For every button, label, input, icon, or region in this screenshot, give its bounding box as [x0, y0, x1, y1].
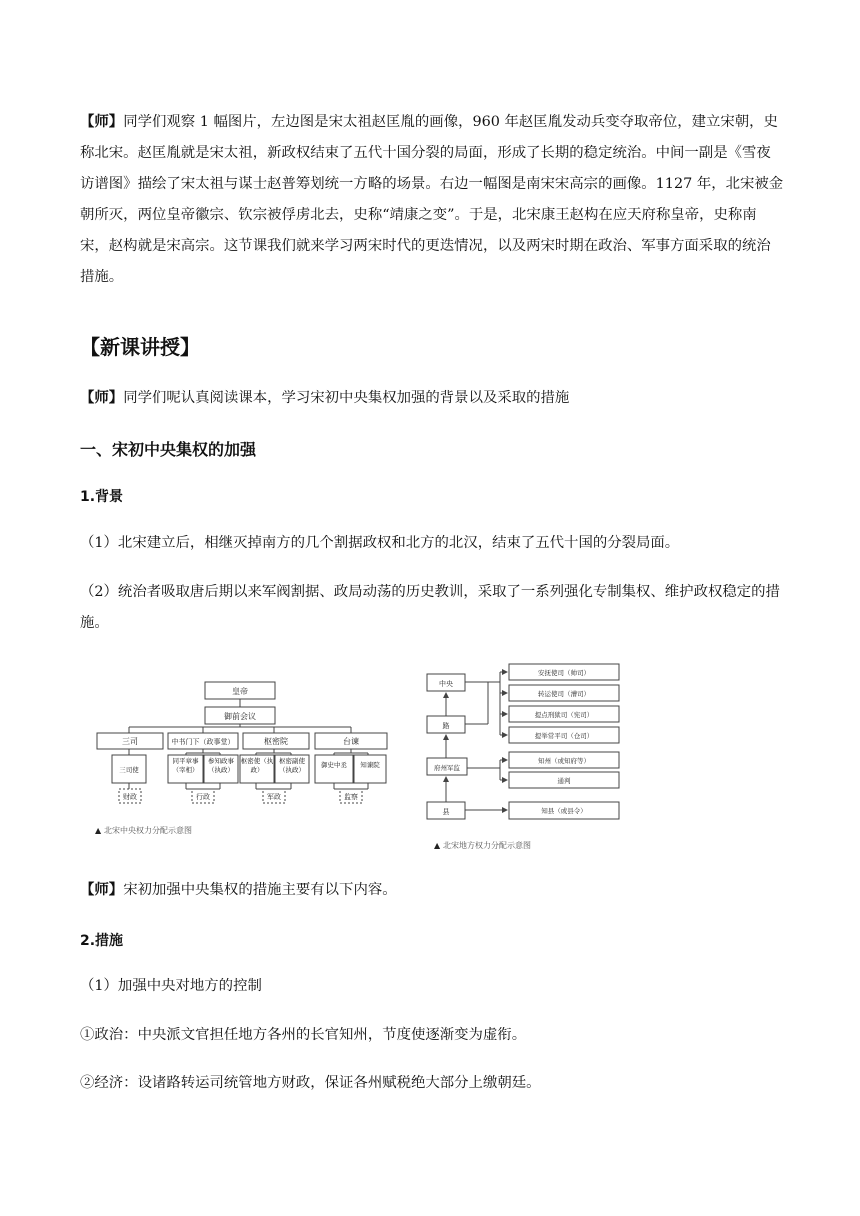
node-council: 御前会议	[224, 712, 256, 721]
office-tongpan: 通判	[557, 777, 571, 785]
power-supervision: 监察	[344, 793, 358, 801]
branch-zhongshu: 中书门下（政事堂）	[171, 738, 235, 746]
official-shumishi: 枢密使（执政）	[240, 757, 274, 774]
power-finance: 财政	[123, 793, 137, 801]
power-military: 军政	[267, 793, 281, 801]
official-sansi-shi: 三司使	[119, 766, 139, 774]
office-tiju: 提举常平司（仓司）	[534, 732, 594, 740]
level-route: 路	[442, 722, 450, 730]
teacher-text-2: 同学们呢认真阅读课本，学习宋初中央集权加强的背景以及采取的措施	[123, 390, 570, 406]
measure-item-1: （1）加强中央对地方的控制	[80, 978, 262, 994]
caption-marker-icon: ▲	[95, 826, 102, 835]
measure-item-2: ①政治：中央派文官担任地方各州的长官知州，节度使逐渐变为虚衔。	[80, 1027, 527, 1043]
level-central: 中央	[439, 680, 453, 688]
section-title: 【新课讲授】	[80, 335, 200, 359]
teacher-marker: 【师】	[80, 389, 124, 406]
level-county: 县	[442, 808, 450, 816]
official-pingzhangshi: 同平章事（宰相）	[172, 757, 199, 774]
central-caption: 北宋中央权力分配示意图	[104, 826, 192, 835]
subheading-background: 1.背景	[80, 489, 124, 505]
background-item-1: （1）北宋建立后，相继灭掉南方的几个割据政权和北方的北汉，结束了五代十国的分裂局面。	[80, 535, 680, 551]
heading-1: 一、宋初中央集权的加强	[80, 440, 257, 459]
level-prefecture: 府州军监	[434, 764, 460, 772]
subheading-measures: 2.措施	[80, 933, 124, 949]
teacher-marker: 【师】	[80, 881, 124, 898]
teacher-text-3: 宋初加强中央集权的措施主要有以下内容。	[123, 882, 397, 898]
branch-taijian: 台谏	[343, 737, 359, 746]
branch-sansi: 三司	[122, 737, 138, 746]
local-caption: 北宋地方权力分配示意图	[443, 841, 531, 850]
official-canzhi: 参知政事（执政）	[208, 757, 234, 774]
teacher-paragraph-3	[80, 874, 784, 906]
intro-paragraph	[80, 106, 784, 293]
office-zhuanyun: 转运使司（漕司）	[538, 690, 590, 698]
teacher-marker: 【师】	[80, 113, 124, 130]
background-item-2: （2）统治者吸取唐后期以来军阀割据、政局动荡的历史教训，采取了一系列强化专制集权、维护政权稳定的措施。	[80, 584, 780, 631]
branch-shumi: 枢密院	[264, 737, 288, 746]
teacher-paragraph-2	[80, 382, 784, 414]
measure-item-3: ②经济：设诸路转运司统管地方财政，保证各州赋税绝大部分上缴朝廷。	[80, 1075, 541, 1091]
office-zhizhou: 知州（或知府等）	[538, 757, 590, 765]
office-zhixian: 知县（或县令）	[541, 807, 587, 815]
official-shumifushi: 枢密副使（执政）	[279, 757, 305, 774]
central-power-diagram	[90, 675, 400, 845]
office-tidian: 提点刑狱司（宪司）	[534, 711, 594, 719]
local-power-diagram	[420, 658, 635, 858]
official-zhijian: 知谏院	[360, 761, 380, 769]
power-admin: 行政	[196, 793, 210, 801]
caption-marker-icon: ▲	[434, 841, 441, 850]
office-anfu: 安抚使司（帅司）	[538, 669, 590, 677]
official-yushi: 御史中丞	[321, 761, 347, 769]
node-emperor: 皇帝	[232, 687, 248, 696]
intro-text: 同学们观察 1 幅图片，左边图是宋太祖赵匡胤的画像，960 年赵匡胤发动兵变夺取帝位，建立宋朝，史称北宋。赵匡胤就是宋太祖，新政权结束了五代十国分裂的局面，形成了长期的稳定统治。中间一副是《雪夜访谱图》描绘了宋太祖与谋士赵普筹划统一方略的场景。右边一幅图是南宋宋高宗的画像。1127 年，北宋被金朝所灭，两位皇帝徽宗、钦宗被俘虏北去，史称“靖康之变”。于是，北宋康王赵构在应天府称皇帝，史称南宋，赵构就是宋高宗。这节课我们就来学习两宋时代的更迭情况，以及两宋时期在政治、军事方面采取的统治措施。	[80, 114, 784, 285]
